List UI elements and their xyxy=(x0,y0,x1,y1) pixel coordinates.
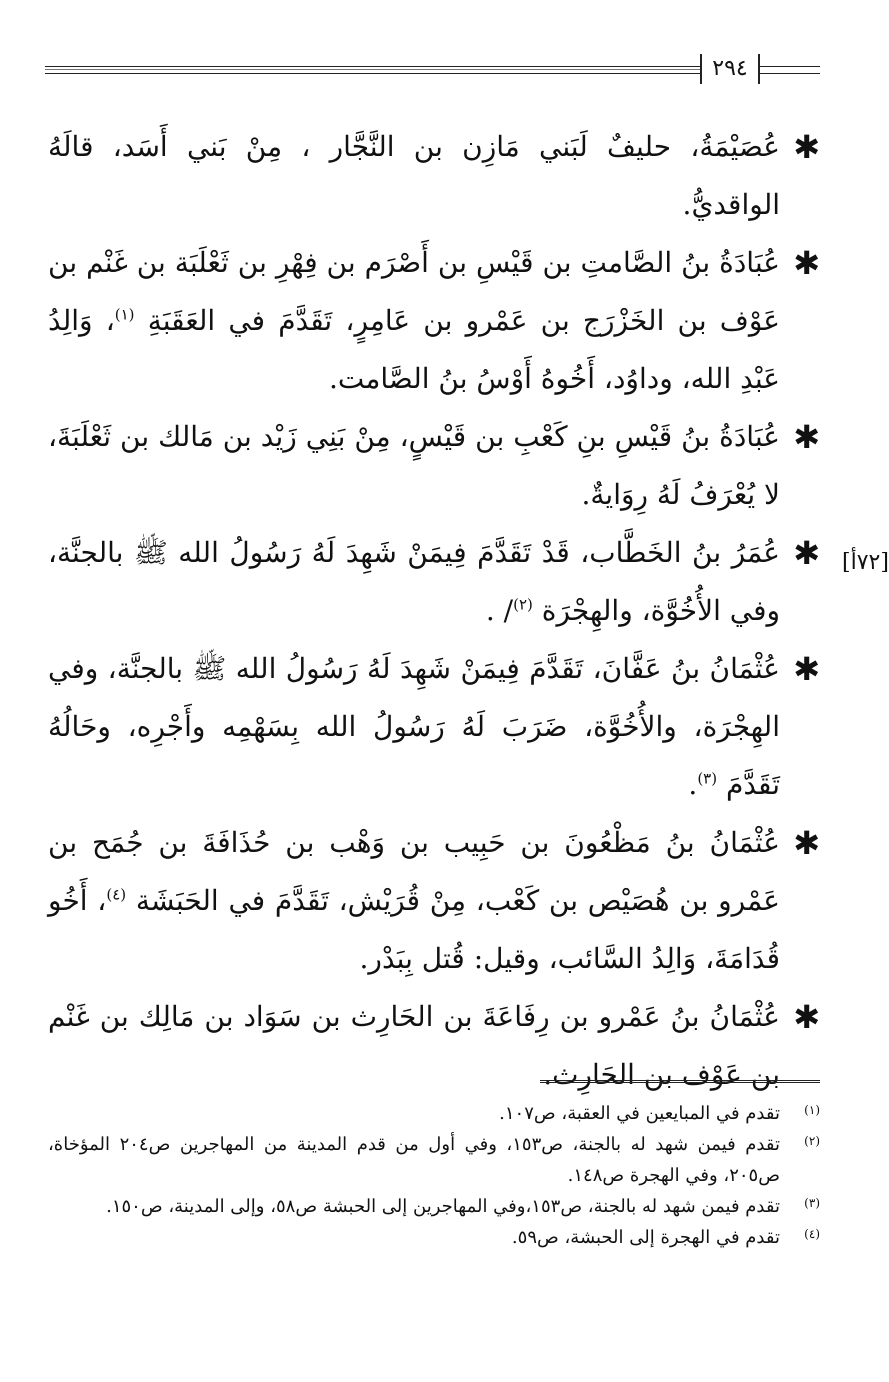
entry-3 xyxy=(48,408,820,524)
main-text xyxy=(48,118,820,1104)
footnote-ref[interactable]: (٣) xyxy=(697,769,718,788)
header-rule-right xyxy=(760,66,820,74)
entry-text: عُبَادَةُ بنُ الصَّامتِ بن قَيْسِ بن أَصْرَم بن فِهْرِ بن ثَعْلَبَة بن غَنْم بن عَوْف بن الخَزْرَج بن عَمْرو بن عَامِرٍ، تَقَدَّمَ في العَقَبَةِ xyxy=(48,246,781,337)
footnote-divider xyxy=(540,1080,820,1083)
asterisk-icon: ✱ xyxy=(793,128,820,166)
header-rule-left xyxy=(45,66,700,74)
entry-5 xyxy=(48,640,820,814)
asterisk-icon: ✱ xyxy=(793,998,820,1036)
entry-1 xyxy=(48,118,820,234)
page-number: ٢٩٤ xyxy=(700,54,760,84)
entry-text: عُثْمَانُ بنُ مَظْعُونَ بن حَبِيب بن وَهْب بن حُذَافَةَ بن جُمَح بن عَمْرو بن هُصَيْص بن كَعْب، مِنْ قُرَيْش، تَقَدَّمَ في الحَبَشَة xyxy=(48,826,781,917)
entry-text: عُثْمَانُ بنُ عَمْرو بن رِفَاعَةَ بن الحَارِث بن سَوَاد بن مَالِك بن غَنْم بن عَوْف بن الحَارِث. xyxy=(48,1000,780,1091)
footnote-number: (٤) xyxy=(804,1227,820,1241)
footnote-text: تقدم في المبايعين في العقبة، ص١٠٧. xyxy=(499,1103,780,1124)
asterisk-icon: ✱ xyxy=(793,534,820,572)
footnote-number: (١) xyxy=(804,1103,820,1117)
footnote-3 xyxy=(48,1191,820,1222)
footnotes xyxy=(48,1098,820,1253)
entry-text: عُمَرُ بنُ الخَطَّاب، قَدْ تَقَدَّمَ فِيمَنْ شَهِدَ لَهُ رَسُولُ الله ﷺ بالجنَّة، وفي الأُخُوَّة، والهِجْرَة xyxy=(48,536,780,627)
asterisk-icon: ✱ xyxy=(793,824,820,862)
entry-text-cont: . xyxy=(688,768,698,801)
footnote-text: تقدم فيمن شهد له بالجنة، ص١٥٣،وفي المهاجرين إلى الحبشة ص٥٨، وإلى المدينة، ص١٥٠. xyxy=(106,1196,780,1217)
footnote-text: تقدم فيمن شهد له بالجنة، ص١٥٣، وفي أول من قدم المدينة من المهاجرين ص٢٠٤ المؤخاة، ص٢٠٥، وفي الهجرة ص١٤٨. xyxy=(48,1134,780,1186)
entry-text-cont: ، أَخُو قُدَامَةَ، وَالِدُ السَّائب، وقيل: قُتل بِبَدْر. xyxy=(48,884,780,975)
entry-2 xyxy=(48,234,820,408)
footnote-text: تقدم في الهجرة إلى الحبشة، ص٥٩. xyxy=(511,1227,780,1248)
entry-7 xyxy=(48,988,820,1104)
page-header xyxy=(45,58,820,82)
footnote-4 xyxy=(48,1222,820,1253)
footnote-number: (٢) xyxy=(804,1134,820,1148)
entry-text-cont: ، وَالِدُ عَبْدِ الله، وداوُد، أَخُوهُ أَوْسُ بنُ الصَّامت. xyxy=(48,304,780,395)
entry-4 xyxy=(48,524,820,640)
entry-text: عُبَادَةُ بنُ قَيْسِ بنِ كَعْبِ بن قَيْسٍ، مِنْ بَنِي زَيْد بن مَالك بن ثَعْلَبَةَ، لا يُعْرَفُ لَهُ رِوَايةٌ. xyxy=(48,420,780,511)
margin-folio-note: [٧٢أ] xyxy=(842,550,889,575)
entry-text: عُصَيْمَةُ، حليفٌ لَبَني مَازِن بن النَّجَّار ، مِنْ بَني أَسَد، قالَهُ الواقديُّ. xyxy=(48,130,780,221)
entry-6 xyxy=(48,814,820,988)
entry-text: عُثْمَانُ بنُ عَفَّانَ، تَقَدَّمَ فِيمَنْ شَهِدَ لَهُ رَسُولُ الله ﷺ بالجنَّة، وفي الهِجْرَة، والأُخُوَّة، ضَرَبَ لَهُ رَسُولُ الله بِسَهْمِه وأَجْرِه، وحَالُهُ تَقَدَّمَ xyxy=(48,652,780,801)
entry-text-cont: / . xyxy=(485,594,514,627)
footnote-1 xyxy=(48,1098,820,1129)
footnote-ref[interactable]: (١) xyxy=(114,305,135,324)
footnote-ref[interactable]: (٤) xyxy=(106,885,127,904)
asterisk-icon: ✱ xyxy=(793,650,820,688)
footnote-ref[interactable]: (٢) xyxy=(513,595,533,614)
asterisk-icon: ✱ xyxy=(793,244,820,282)
footnote-number: (٣) xyxy=(804,1196,820,1210)
footnote-2 xyxy=(48,1129,820,1191)
asterisk-icon: ✱ xyxy=(793,418,820,456)
